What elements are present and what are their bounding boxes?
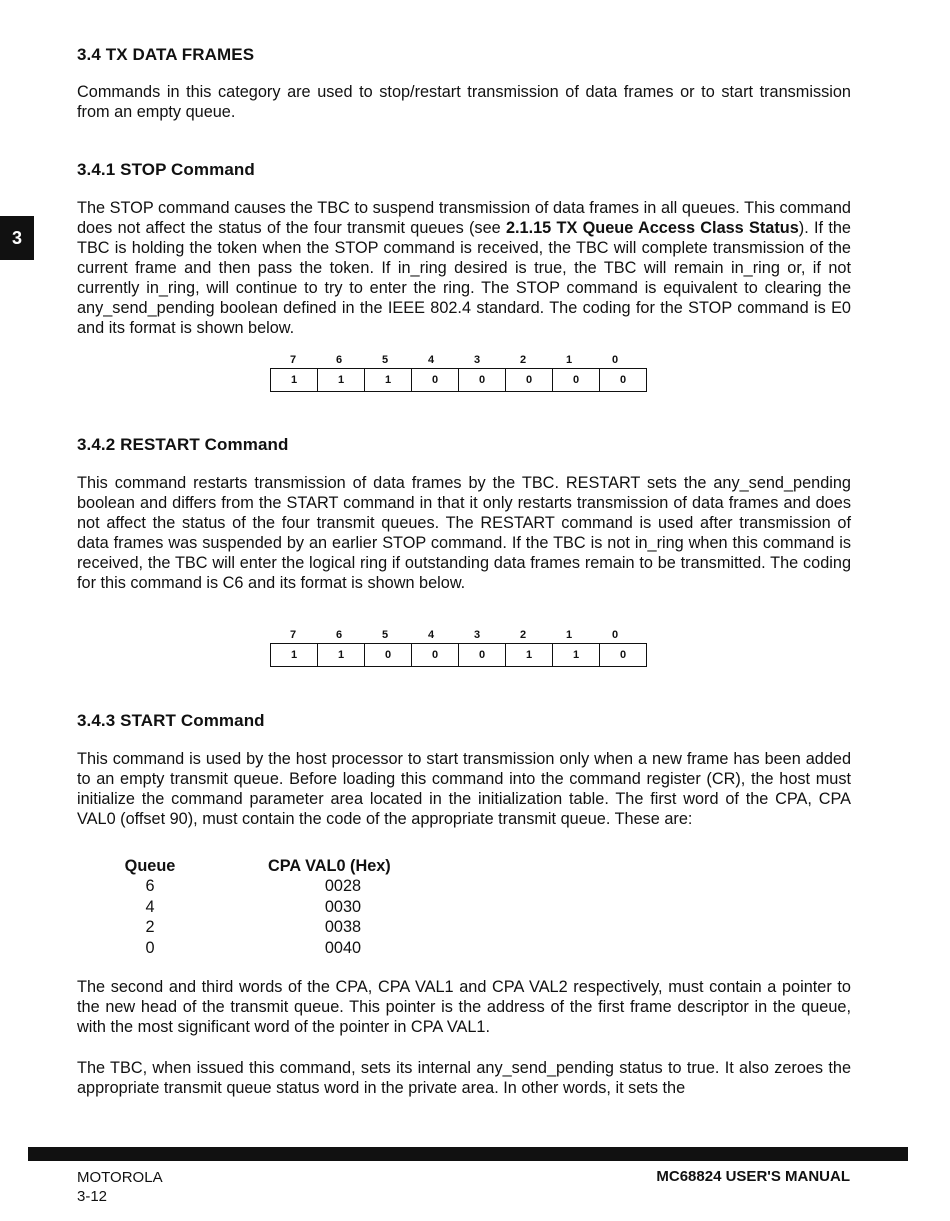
stop-command-text [77, 198, 851, 338]
bit-number: 6 [335, 629, 343, 641]
bit-value: 1 [271, 369, 318, 391]
stop-text-part-2: ). If the TBC is holding the token when the STOP command is received, the TBC will complete transmission of the current frame and then pass the token. If in_ring desired is true, the TBC will remain in_ring or, if not currently in_ring, will continue to try to enter the ring. The STOP command is equivalent to clearing the any_send_pending boolean defined in the IEEE 802.4 standard. The coding for the STOP command is E0 and its format is shown below. [77, 219, 851, 337]
bit-number: 0 [611, 629, 619, 641]
bit-value: 0 [553, 369, 600, 391]
section-intro: Commands in this category are used to stop/restart transmission of data frames or to start transmission from an empty queue. [77, 83, 851, 121]
bit-number: 4 [427, 354, 435, 366]
bit-value: 1 [553, 644, 600, 666]
bit-number: 0 [611, 354, 619, 366]
stop-command-heading: 3.4.1 STOP Command [77, 160, 255, 179]
table-header-row [120, 856, 418, 877]
bit-number: 2 [519, 629, 527, 641]
stop-text-reference: 2.1.15 TX Queue Access Class Status [505, 219, 799, 237]
bit-value: 1 [318, 644, 365, 666]
footer-rule [28, 1147, 908, 1161]
bit-number-row [270, 354, 647, 368]
bit-number-row [270, 629, 647, 643]
bit-value: 1 [506, 644, 553, 666]
bit-number: 6 [335, 354, 343, 366]
chapter-tab: 3 [0, 216, 34, 260]
queue-cell: 6 [145, 877, 155, 896]
bit-value: 0 [412, 369, 459, 391]
bit-number: 7 [289, 354, 297, 366]
section-title: 3.4 TX DATA FRAMES [77, 45, 255, 64]
restart-bit-format [270, 629, 647, 667]
queue-cell: 0 [145, 938, 155, 957]
bit-number: 5 [381, 629, 389, 641]
bit-number: 1 [565, 354, 573, 366]
bit-number: 7 [289, 629, 297, 641]
restart-command-text: This command restarts transmission of data frames by the TBC. RESTART sets the any_send_pending boolean and differs from the START command in that it only restarts transmission of data frames and does not affect the status of the four transmit queues. The RESTART command is used after transmission of data frames was suspended by an earlier STOP command. If the TBC is not in_ring when this command is received, the TBC will enter the logical ring if outstanding data frames remain to be transmitted. The coding for this command is C6 and its format is shown below. [77, 474, 851, 592]
bit-number: 4 [427, 629, 435, 641]
stop-bit-format [270, 354, 647, 392]
start-command-heading: 3.4.3 START Command [77, 711, 265, 730]
cpa-val0-cell: 0038 [324, 918, 362, 937]
bit-number: 2 [519, 354, 527, 366]
bit-value: 0 [412, 644, 459, 666]
bit-value: 1 [318, 369, 365, 391]
bit-value-row [270, 368, 647, 392]
bit-value-row [270, 643, 647, 667]
bit-number: 1 [565, 629, 573, 641]
table-row [120, 918, 418, 939]
bit-number: 5 [381, 354, 389, 366]
cpa-val0-header: CPA VAL0 (Hex) [268, 856, 391, 875]
start-status-text: The TBC, when issued this command, sets its internal any_send_pending status to true. It also zeroes the appropriate transmit queue status word in the private area. In other words, it sets the [77, 1059, 851, 1097]
bit-value: 1 [271, 644, 318, 666]
queue-header: Queue [124, 856, 176, 875]
bit-number: 3 [473, 354, 481, 366]
restart-command-heading: 3.4.2 RESTART Command [77, 435, 289, 454]
bit-number: 3 [473, 629, 481, 641]
queue-cell: 2 [145, 918, 155, 937]
bit-value: 0 [619, 374, 627, 386]
start-pointer-text: The second and third words of the CPA, CPA VAL1 and CPA VAL2 respectively, must contain a pointer to the new head of the transmit queue. This pointer is the address of the first frame descriptor in the queue, with the most significant word of the pointer in CPA VAL1. [77, 978, 851, 1036]
bit-value: 0 [365, 644, 412, 666]
table-row [120, 897, 418, 918]
footer-publisher: MOTOROLA [77, 1169, 163, 1186]
page-number: 3-12 [77, 1188, 108, 1205]
queue-cell: 4 [145, 897, 155, 916]
cpa-val0-cell: 0030 [324, 897, 362, 916]
cpa-val0-cell: 0028 [324, 877, 362, 896]
stop-text-part-1: The STOP command causes the TBC to suspend transmission of data frames in all queues. This command does not affect the status of the four transmit queues (see [77, 199, 851, 237]
footer-manual-title: MC68824 USER'S MANUAL [656, 1168, 850, 1185]
bit-value: 0 [459, 644, 506, 666]
bit-value: 0 [506, 369, 553, 391]
queue-code-table [120, 856, 418, 959]
start-command-text: This command is used by the host processor to start transmission only when a new frame has been added to an empty transmit queue. Before loading this command into the command register (CR), the host must initialize the command parameter area located in the initialization table. The first word of the CPA, CPA VAL0 (offset 90), must contain the code of the appropriate transmit queue. These are: [77, 750, 851, 828]
footer-left [77, 1168, 163, 1206]
bit-value: 0 [459, 369, 506, 391]
bit-value: 1 [365, 369, 412, 391]
cpa-val0-cell: 0040 [324, 938, 362, 957]
bit-value: 0 [619, 649, 627, 661]
table-row [120, 877, 418, 898]
table-row [120, 938, 418, 959]
